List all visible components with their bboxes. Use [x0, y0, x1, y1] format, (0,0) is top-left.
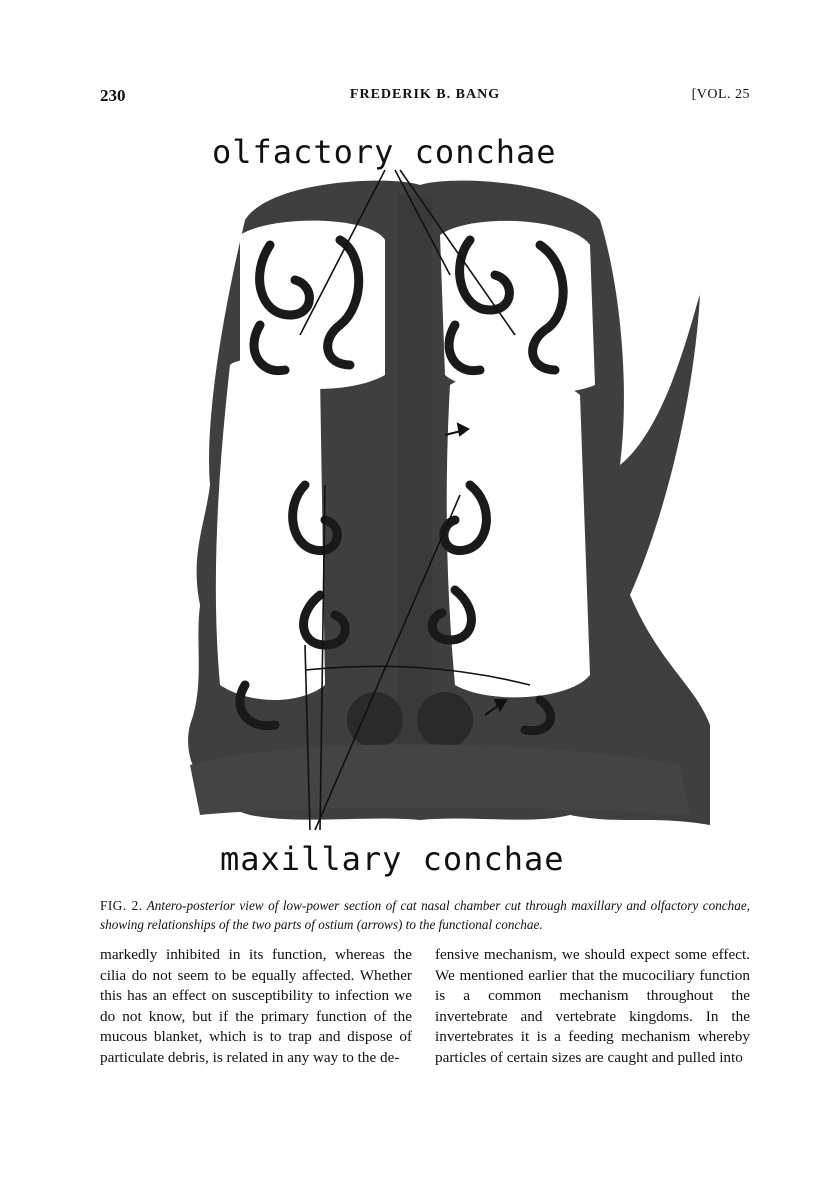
histology-drawing: [150, 125, 710, 895]
figure-number: FIG. 2.: [100, 898, 143, 913]
label-olfactory-conchae: olfactory conchae: [212, 133, 557, 171]
label-maxillary-conchae: maxillary conchae: [220, 840, 565, 878]
page-header: [100, 86, 750, 108]
body-column-right: fensive mechanism, we should expect some effect. We mentioned earlier that the mucociliary function is a common mechanism throughout the invertebrate and vertebrate kingdoms. In the invertebrates it is a feeding mechanism whereby particles of certain sizes are caught and pulled into: [435, 946, 750, 1066]
body-column-left: markedly inhibited in its function, whereas the cilia do not seem to be equally affected. Whether this has an effect on susceptibility to infection we do not know, but if the primary function of the mucous blanket, which is to trap and dispose of particulate debris, is related in any way to the de-: [100, 946, 412, 1066]
right-cavity: [447, 373, 590, 698]
volume-label: [VOL. 25: [691, 87, 750, 102]
lower-blob-right: [417, 692, 473, 748]
caption-text: Antero-posterior view of low-power section of cat nasal chamber cut through maxillary and olfactory conchae, showing relationships of the two parts of ostium (arrows) to the functional conchae.: [100, 898, 750, 932]
figure-caption: [100, 896, 750, 934]
running-head: FREDERIK B. BANG: [349, 87, 501, 102]
nasal-septum: [398, 195, 432, 755]
left-cavity: [216, 358, 325, 700]
figure-nasal-section: [150, 125, 710, 895]
page-number: 230: [100, 86, 126, 105]
lower-blob-left: [347, 692, 403, 748]
